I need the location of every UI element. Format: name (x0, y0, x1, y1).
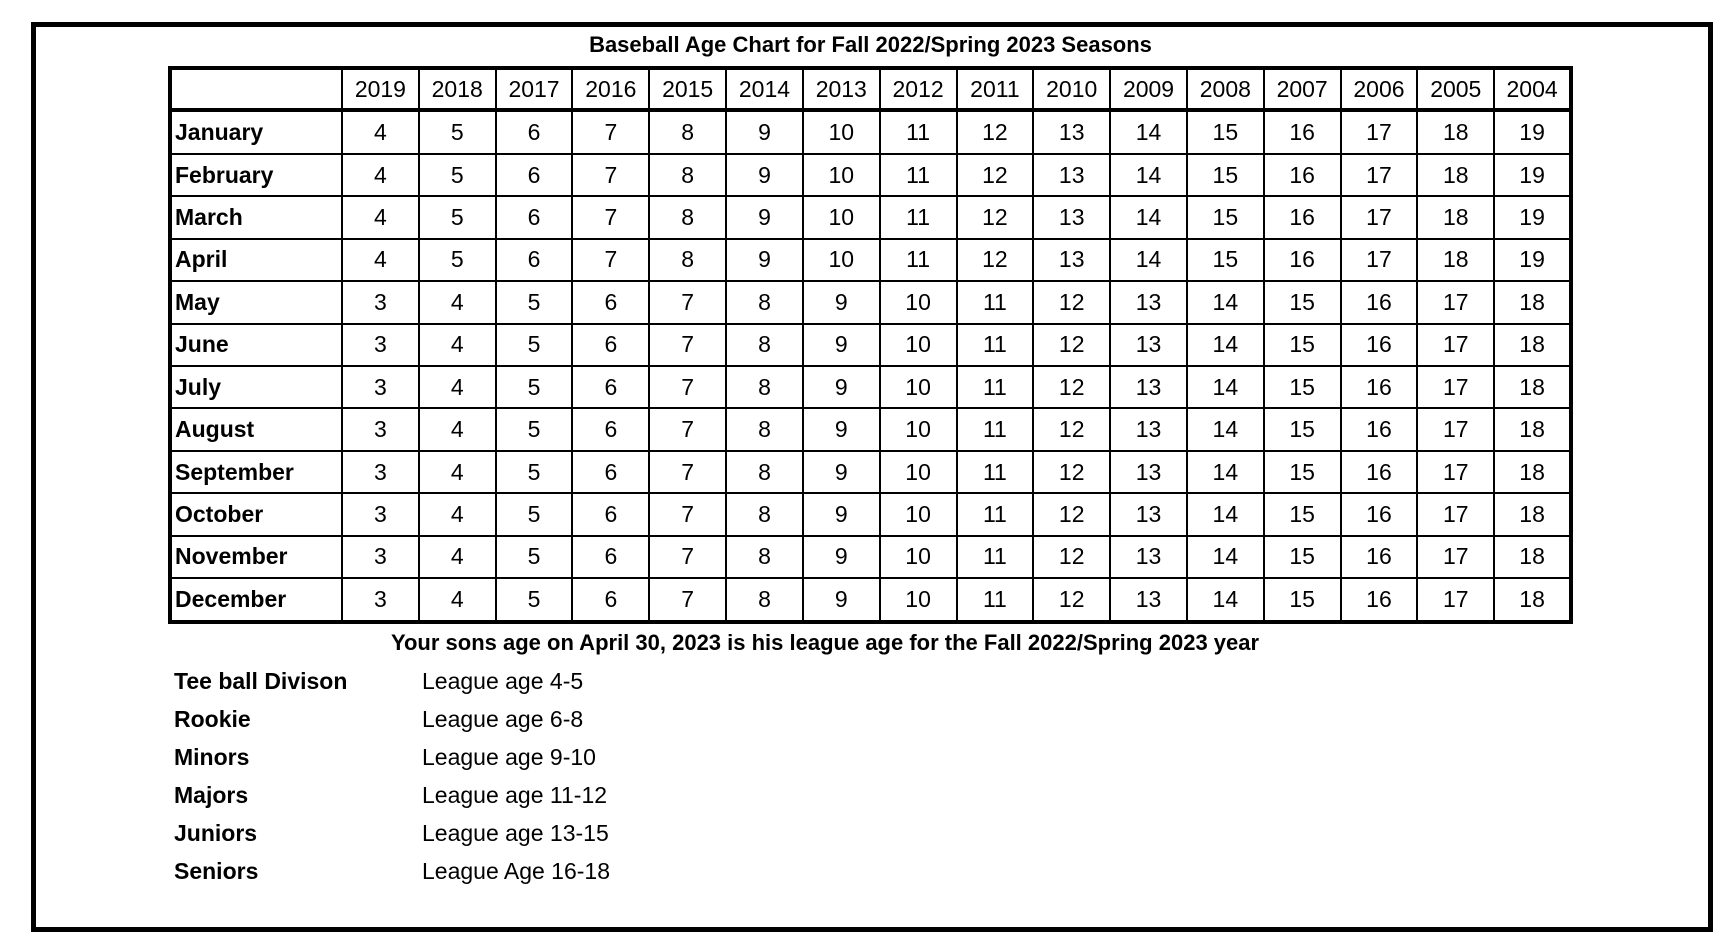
age-cell: 10 (803, 110, 880, 154)
age-cell: 10 (803, 154, 880, 196)
age-cell: 5 (419, 239, 496, 281)
age-cell: 14 (1187, 324, 1264, 366)
age-cell: 5 (419, 196, 496, 238)
age-cell: 13 (1110, 536, 1187, 578)
age-cell: 7 (649, 324, 726, 366)
age-cell: 9 (803, 493, 880, 535)
age-cell: 18 (1494, 408, 1571, 450)
age-cell: 15 (1187, 239, 1264, 281)
division-ages: League age 9-10 (422, 744, 596, 770)
age-cell: 5 (496, 578, 573, 622)
age-cell: 17 (1341, 239, 1418, 281)
table-row (170, 366, 1571, 408)
month-label: March (170, 196, 342, 238)
year-header: 2017 (496, 68, 573, 110)
age-cell: 14 (1187, 493, 1264, 535)
age-cell: 14 (1110, 110, 1187, 154)
age-cell: 18 (1494, 324, 1571, 366)
age-cell: 3 (342, 451, 419, 493)
age-cell: 6 (496, 110, 573, 154)
age-cell: 12 (1033, 281, 1110, 323)
age-cell: 17 (1341, 154, 1418, 196)
age-cell: 18 (1417, 196, 1494, 238)
age-cell: 10 (880, 324, 957, 366)
age-cell: 6 (572, 536, 649, 578)
age-cell: 13 (1110, 408, 1187, 450)
table-row (170, 578, 1571, 622)
age-cell: 4 (342, 154, 419, 196)
division-name: Juniors (174, 820, 258, 846)
year-header: 2005 (1417, 68, 1494, 110)
table-row (170, 154, 1571, 196)
table-row (170, 196, 1571, 238)
division-name: Seniors (174, 858, 259, 884)
year-header: 2013 (803, 68, 880, 110)
age-cell: 19 (1494, 154, 1571, 196)
age-chart-table (168, 66, 1573, 624)
age-cell: 11 (880, 239, 957, 281)
age-cell: 15 (1264, 493, 1341, 535)
age-cell: 15 (1264, 408, 1341, 450)
age-cell: 7 (572, 110, 649, 154)
age-cell: 8 (726, 366, 803, 408)
year-header: 2019 (342, 68, 419, 110)
age-cell: 8 (726, 281, 803, 323)
age-cell: 11 (880, 110, 957, 154)
age-cell: 9 (803, 578, 880, 622)
age-cell: 5 (496, 536, 573, 578)
age-cell: 11 (957, 408, 1034, 450)
age-cell: 12 (957, 154, 1034, 196)
age-cell: 10 (880, 493, 957, 535)
table-row (170, 324, 1571, 366)
age-cell: 7 (572, 196, 649, 238)
age-cell: 3 (342, 366, 419, 408)
age-cell: 4 (419, 578, 496, 622)
age-cell: 10 (803, 196, 880, 238)
age-cell: 15 (1264, 366, 1341, 408)
division-ages: League age 13-15 (422, 820, 609, 846)
age-cell: 17 (1417, 366, 1494, 408)
header-row (170, 68, 1571, 110)
age-cell: 14 (1187, 366, 1264, 408)
age-cell: 4 (419, 324, 496, 366)
age-cell: 7 (649, 281, 726, 323)
year-header: 2004 (1494, 68, 1571, 110)
age-cell: 11 (957, 281, 1034, 323)
age-cell: 17 (1417, 324, 1494, 366)
age-cell: 17 (1417, 578, 1494, 622)
age-cell: 8 (726, 451, 803, 493)
age-cell: 17 (1417, 493, 1494, 535)
age-cell: 13 (1033, 154, 1110, 196)
age-cell: 18 (1494, 366, 1571, 408)
page-title: Baseball Age Chart for Fall 2022/Spring 2023 Seasons (589, 32, 1152, 57)
age-cell: 3 (342, 408, 419, 450)
age-cell: 10 (880, 451, 957, 493)
division-name: Majors (174, 782, 249, 808)
age-cell: 7 (649, 578, 726, 622)
year-header: 2015 (649, 68, 726, 110)
age-cell: 7 (572, 154, 649, 196)
age-cell: 17 (1417, 408, 1494, 450)
age-cell: 14 (1110, 196, 1187, 238)
age-cell: 16 (1341, 536, 1418, 578)
age-cell: 15 (1264, 578, 1341, 622)
age-cell: 8 (649, 154, 726, 196)
division-ages: League age 11-12 (422, 782, 608, 808)
month-label: February (170, 154, 342, 196)
age-cell: 14 (1187, 451, 1264, 493)
age-cell: 3 (342, 578, 419, 622)
age-cell: 8 (726, 536, 803, 578)
age-cell: 12 (1033, 493, 1110, 535)
age-cell: 9 (803, 366, 880, 408)
age-cell: 18 (1417, 110, 1494, 154)
table-row (170, 536, 1571, 578)
age-cell: 7 (649, 536, 726, 578)
age-cell: 16 (1264, 110, 1341, 154)
division-ages: League Age 16-18 (422, 858, 611, 884)
age-cell: 5 (496, 324, 573, 366)
age-cell: 11 (957, 451, 1034, 493)
age-cell: 14 (1187, 578, 1264, 622)
age-cell: 14 (1187, 408, 1264, 450)
age-cell: 19 (1494, 110, 1571, 154)
age-cell: 6 (496, 196, 573, 238)
age-cell: 9 (726, 196, 803, 238)
age-cell: 12 (1033, 578, 1110, 622)
age-cell: 9 (803, 324, 880, 366)
age-cell: 5 (496, 493, 573, 535)
age-cell: 17 (1341, 196, 1418, 238)
age-cell: 6 (572, 366, 649, 408)
age-cell: 14 (1110, 154, 1187, 196)
age-cell: 8 (726, 408, 803, 450)
age-cell: 6 (572, 451, 649, 493)
age-cell: 13 (1110, 451, 1187, 493)
age-cell: 12 (957, 110, 1034, 154)
table-row (170, 451, 1571, 493)
year-header: 2016 (572, 68, 649, 110)
age-cell: 6 (496, 154, 573, 196)
division-ages: League age 6-8 (422, 706, 584, 732)
age-cell: 16 (1341, 451, 1418, 493)
age-cell: 12 (1033, 408, 1110, 450)
division-name: Minors (174, 744, 250, 770)
table-row (170, 239, 1571, 281)
division-name: Tee ball Divison (174, 668, 348, 694)
age-cell: 17 (1417, 281, 1494, 323)
age-cell: 6 (572, 324, 649, 366)
age-cell: 12 (1033, 536, 1110, 578)
age-cell: 19 (1494, 239, 1571, 281)
age-cell: 9 (803, 451, 880, 493)
age-cell: 11 (957, 493, 1034, 535)
age-cell: 15 (1187, 196, 1264, 238)
age-cell: 9 (803, 536, 880, 578)
age-cell: 9 (726, 239, 803, 281)
age-cell: 3 (342, 324, 419, 366)
age-cell: 10 (803, 239, 880, 281)
age-cell: 7 (649, 493, 726, 535)
age-cell: 6 (572, 493, 649, 535)
age-cell: 16 (1264, 154, 1341, 196)
table-row (170, 408, 1571, 450)
age-cell: 13 (1033, 110, 1110, 154)
age-cell: 10 (880, 536, 957, 578)
age-cell: 5 (496, 451, 573, 493)
year-header: 2011 (957, 68, 1034, 110)
age-cell: 17 (1417, 536, 1494, 578)
age-cell: 16 (1341, 366, 1418, 408)
age-cell: 11 (880, 154, 957, 196)
age-cell: 11 (957, 536, 1034, 578)
age-cell: 13 (1110, 366, 1187, 408)
age-cell: 17 (1341, 110, 1418, 154)
age-cell: 19 (1494, 196, 1571, 238)
age-cell: 16 (1341, 408, 1418, 450)
age-cell: 6 (496, 239, 573, 281)
year-header: 2014 (726, 68, 803, 110)
age-cell: 15 (1264, 324, 1341, 366)
month-label: July (170, 366, 342, 408)
age-cell: 15 (1187, 110, 1264, 154)
league-age-note: Your sons age on April 30, 2023 is his league age for the Fall 2022/Spring 2023 year (390, 630, 1260, 655)
age-cell: 18 (1417, 154, 1494, 196)
age-cell: 5 (496, 408, 573, 450)
year-header: 2009 (1110, 68, 1187, 110)
division-ages: League age 4-5 (422, 668, 584, 694)
age-cell: 16 (1341, 493, 1418, 535)
age-cell: 10 (880, 281, 957, 323)
age-cell: 5 (419, 154, 496, 196)
month-label: January (170, 110, 342, 154)
age-cell: 10 (880, 578, 957, 622)
age-cell: 4 (342, 239, 419, 281)
age-cell: 4 (419, 366, 496, 408)
age-cell: 9 (726, 154, 803, 196)
age-cell: 12 (1033, 324, 1110, 366)
year-header: 2007 (1264, 68, 1341, 110)
age-cell: 16 (1341, 324, 1418, 366)
age-cell: 15 (1264, 281, 1341, 323)
age-cell: 14 (1187, 536, 1264, 578)
age-cell: 9 (803, 281, 880, 323)
year-header: 2006 (1341, 68, 1418, 110)
month-label: May (170, 281, 342, 323)
age-cell: 16 (1264, 196, 1341, 238)
age-cell: 13 (1110, 281, 1187, 323)
age-cell: 11 (957, 366, 1034, 408)
age-cell: 5 (419, 110, 496, 154)
age-cell: 13 (1033, 239, 1110, 281)
month-label: December (170, 578, 342, 622)
age-cell: 8 (726, 324, 803, 366)
age-cell: 5 (496, 281, 573, 323)
age-cell: 7 (572, 239, 649, 281)
age-cell: 11 (957, 324, 1034, 366)
age-cell: 8 (649, 239, 726, 281)
month-label: June (170, 324, 342, 366)
age-cell: 18 (1494, 536, 1571, 578)
year-header: 2010 (1033, 68, 1110, 110)
year-header: 2018 (419, 68, 496, 110)
age-cell: 14 (1187, 281, 1264, 323)
age-cell: 4 (419, 281, 496, 323)
age-cell: 4 (342, 110, 419, 154)
age-cell: 8 (649, 196, 726, 238)
corner-cell (170, 68, 342, 110)
age-cell: 4 (419, 493, 496, 535)
age-cell: 16 (1341, 578, 1418, 622)
table-row (170, 110, 1571, 154)
age-cell: 13 (1110, 578, 1187, 622)
age-cell: 16 (1341, 281, 1418, 323)
division-name: Rookie (174, 706, 251, 732)
age-cell: 8 (726, 578, 803, 622)
age-cell: 15 (1264, 451, 1341, 493)
age-cell: 9 (726, 110, 803, 154)
age-cell: 13 (1110, 493, 1187, 535)
year-header: 2012 (880, 68, 957, 110)
age-cell: 14 (1110, 239, 1187, 281)
age-cell: 4 (342, 196, 419, 238)
age-cell: 11 (957, 578, 1034, 622)
age-cell: 10 (880, 408, 957, 450)
month-label: September (170, 451, 342, 493)
age-cell: 18 (1417, 239, 1494, 281)
month-label: November (170, 536, 342, 578)
age-cell: 3 (342, 493, 419, 535)
age-cell: 4 (419, 451, 496, 493)
age-cell: 3 (342, 281, 419, 323)
month-label: April (170, 239, 342, 281)
age-cell: 6 (572, 408, 649, 450)
age-cell: 9 (803, 408, 880, 450)
age-cell: 6 (572, 578, 649, 622)
age-cell: 11 (880, 196, 957, 238)
age-cell: 8 (649, 110, 726, 154)
age-cell: 17 (1417, 451, 1494, 493)
age-cell: 18 (1494, 493, 1571, 535)
age-cell: 13 (1033, 196, 1110, 238)
age-cell: 18 (1494, 578, 1571, 622)
age-cell: 5 (496, 366, 573, 408)
age-cell: 8 (726, 493, 803, 535)
age-cell: 18 (1494, 451, 1571, 493)
age-cell: 12 (1033, 451, 1110, 493)
age-cell: 15 (1187, 154, 1264, 196)
age-cell: 18 (1494, 281, 1571, 323)
age-cell: 7 (649, 451, 726, 493)
age-cell: 6 (572, 281, 649, 323)
age-cell: 12 (957, 239, 1034, 281)
table-row (170, 493, 1571, 535)
age-cell: 4 (419, 408, 496, 450)
age-cell: 16 (1264, 239, 1341, 281)
age-cell: 12 (1033, 366, 1110, 408)
age-cell: 7 (649, 408, 726, 450)
year-header: 2008 (1187, 68, 1264, 110)
age-cell: 4 (419, 536, 496, 578)
month-label: August (170, 408, 342, 450)
table-row (170, 281, 1571, 323)
age-cell: 13 (1110, 324, 1187, 366)
age-cell: 15 (1264, 536, 1341, 578)
age-cell: 7 (649, 366, 726, 408)
age-cell: 12 (957, 196, 1034, 238)
month-label: October (170, 493, 342, 535)
age-cell: 10 (880, 366, 957, 408)
age-cell: 3 (342, 536, 419, 578)
